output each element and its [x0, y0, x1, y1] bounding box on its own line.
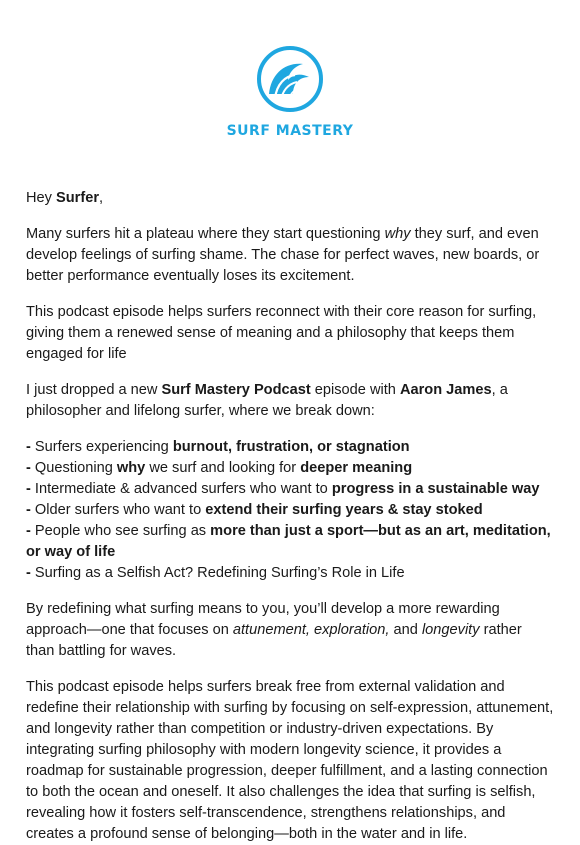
bullet-bold: burnout, frustration, or stagnation [172, 439, 410, 455]
bullet-bold: extend their surfing years & stay stoked [205, 502, 483, 518]
list-item [26, 521, 554, 563]
bullet-text: Questioning [30, 460, 117, 476]
bullet-bold: why [116, 460, 146, 476]
p4-text-a: By redefining what surfing means to you, you’ll develop a more rewarding approach—one that focuses on [26, 601, 500, 638]
email-body [0, 188, 580, 845]
list-item [26, 563, 554, 584]
p3-text-a: I just dropped a new [26, 382, 162, 398]
bullet-bold: progress in a sustainable way [331, 481, 540, 497]
bullet-text: we surf and looking for [145, 460, 301, 476]
list-item [26, 479, 554, 500]
podcast-name: Surf Mastery Podcast [161, 382, 311, 398]
summary-paragraph: This podcast episode helps surfers break free from external validation and redefine their relationship with surfing by focusing on self-expression, attunement, and longevity rather than competition or industry-driven expectations. By integrating surfing philosophy with modern longevity science, it provides a roadmap for sustainable progression, deeper fulfillment, and a lasting connection to both the ocean and oneself. It also challenges the idea that surfing is selfish, revealing how it fosters self-transcendence, strengthens relationships, and creates a profound sense of belonging—both in the water and in life. [26, 679, 554, 842]
bullet-dash: - [26, 439, 31, 455]
bullet-text: Older surfers who want to [30, 502, 206, 518]
p4-emphasis-d: longevity [421, 622, 480, 638]
reconnect-paragraph: This podcast episode helps surfers reconnect with their core reason for surfing, giving them a renewed sense of meaning and a philosophy that keeps them engaged for life [26, 304, 537, 362]
podcast-announcement [26, 380, 554, 422]
topic-list [26, 437, 554, 584]
redefining-paragraph [26, 599, 554, 662]
bullet-bold: deeper meaning [300, 460, 413, 476]
p1-emphasis: why [384, 226, 411, 242]
bullet-text: Surfers experiencing [30, 439, 173, 455]
bullet-text: People who see surfing as [30, 523, 211, 539]
greeting-name: Surfer [56, 190, 99, 206]
list-item [26, 458, 554, 479]
greeting-prefix: Hey [26, 190, 57, 206]
bullet-text: Surfing as a Selfish Act? Redefining Surfing’s Role in Life [30, 565, 405, 581]
bullet-dash: - [26, 481, 31, 497]
p3-text-c: episode with [310, 382, 400, 398]
greeting-suffix: , [99, 190, 104, 206]
p3-text-e: , a philosopher and lifelong surfer, where we break down: [26, 382, 508, 419]
guest-name: Aaron James [399, 382, 492, 398]
surf-mastery-logo[interactable] [227, 44, 354, 139]
list-item [26, 500, 554, 521]
p1-text-a: Many surfers hit a plateau where they start questioning [26, 226, 385, 242]
intro-paragraph [26, 224, 554, 287]
bullet-bold: more than just a sport—but as an art, meditation, or way of life [26, 523, 551, 560]
email-header [0, 0, 580, 140]
bullet-dash: - [26, 502, 31, 518]
wave-logo-icon [255, 44, 325, 114]
brand-name: SURF MASTERY [226, 123, 354, 139]
greeting [26, 188, 554, 209]
p4-text-e: rather than battling for waves. [26, 622, 522, 659]
p4-text-c: and [389, 622, 422, 638]
p1-text-c: they surf, and even develop feelings of surfing shame. The chase for perfect waves, new boards, or better performance eventually loses its excitement. [26, 226, 540, 284]
bullet-dash: - [26, 523, 31, 539]
bullet-dash: - [26, 460, 31, 476]
p4-emphasis-b: attunement, exploration, [232, 622, 390, 638]
bullet-dash: - [26, 565, 31, 581]
bullet-text: Intermediate & advanced surfers who want to [30, 481, 332, 497]
list-item [26, 437, 554, 458]
